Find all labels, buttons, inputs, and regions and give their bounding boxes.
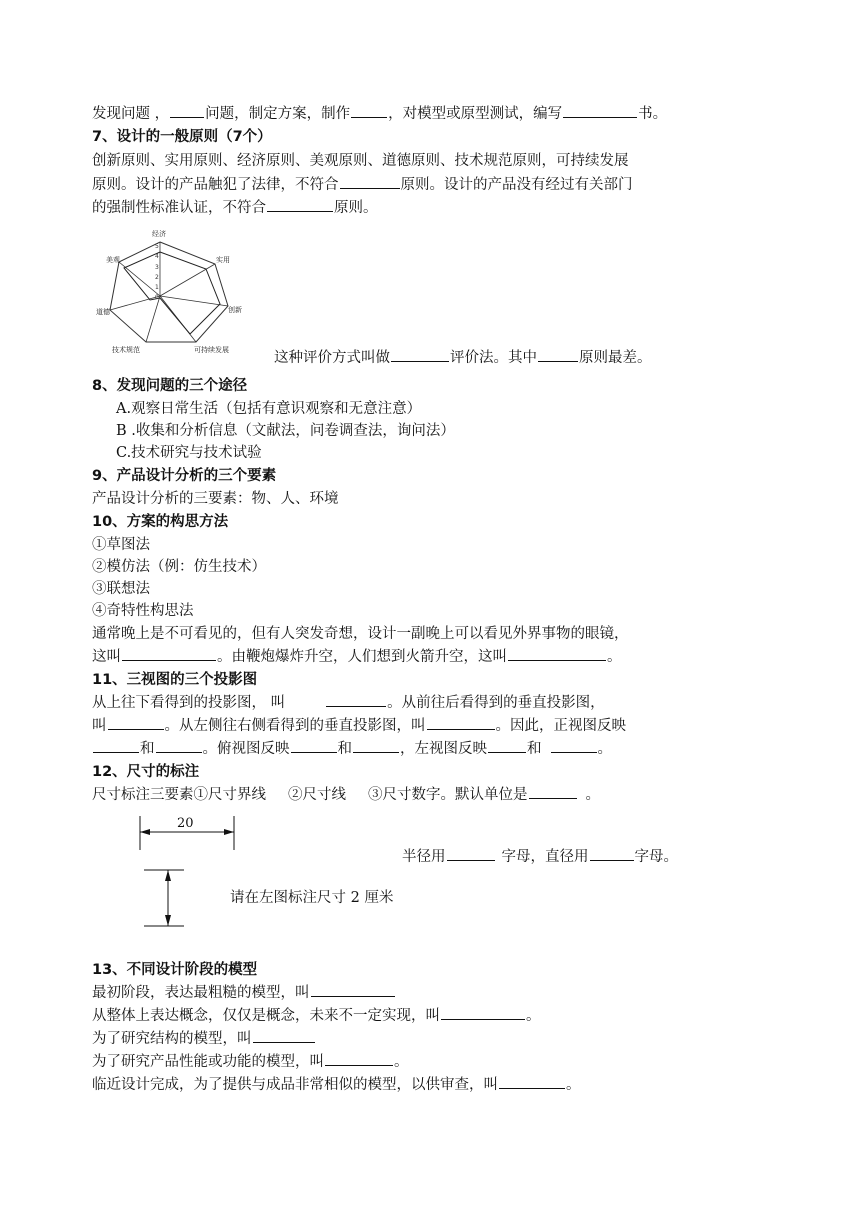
radar-spoke	[146, 296, 160, 342]
dimension-number: 20	[177, 816, 194, 831]
radar-evaluation-chart	[94, 224, 244, 358]
section-12-heading: 12、尺寸的标注	[92, 764, 200, 780]
tick-label: 2	[155, 274, 159, 281]
model-line-5: 临近设计完成，为了提供与成品非常相似的模型，以供审查，叫 。	[92, 1074, 581, 1096]
tick-label: 0	[155, 294, 159, 301]
radar-axis-label: 美观	[106, 256, 120, 264]
answer-blank[interactable]	[325, 1051, 393, 1066]
tick-label: 4	[155, 253, 159, 260]
radar-axis-label: 技术规范	[112, 346, 140, 354]
answer-blank[interactable]	[170, 103, 204, 118]
radar-score-polygon	[124, 252, 220, 334]
method-example-line-1: 通常晚上是不可看见的，但有人突发奇想，设计一副晚上可以看见外界事物的眼镜，	[92, 626, 629, 642]
answer-blank[interactable]	[351, 103, 387, 118]
radar-spoke	[110, 296, 160, 310]
answer-blank[interactable]	[253, 1028, 315, 1043]
section-8-heading: 8、发现问题的三个途径	[92, 378, 248, 394]
tick-label: 1	[155, 284, 159, 291]
dimension-exercise-drawing	[142, 866, 186, 930]
answer-blank[interactable]	[122, 646, 216, 661]
answer-blank[interactable]	[529, 784, 577, 799]
answer-blank[interactable]	[427, 715, 495, 730]
section-10-heading: 10、方案的构思方法	[92, 514, 229, 530]
answer-blank[interactable]	[590, 846, 634, 861]
answer-blank[interactable]	[488, 738, 526, 753]
analysis-elements: 产品设计分析的三要素：物、人、环境	[92, 491, 339, 507]
radar-axis-label: 经济	[152, 230, 166, 238]
arrow-head	[224, 829, 234, 835]
answer-blank[interactable]	[108, 715, 164, 730]
route-b: B .收集和分析信息（文献法，问卷调查法，询问法）	[116, 423, 455, 439]
radius-diameter-line: 半径用 字母，直径用 字母。	[402, 846, 678, 868]
evaluation-line: 这种评价方式叫做 评价法。其中 原则最差。	[274, 347, 652, 369]
views-line-1: 从上往下看得到的投影图， 叫 。从前往后看得到的垂直投影图，	[92, 692, 605, 714]
dimension-example-20	[136, 812, 246, 852]
radar-axis-label: 可持续发展	[194, 346, 229, 354]
radar-axis-label: 创新	[228, 306, 242, 314]
answer-blank[interactable]	[156, 738, 202, 753]
method-3: ③联想法	[92, 581, 150, 597]
views-line-2: 叫 。从左侧往右侧看得到的垂直投影图，叫 。因此，正视图反映	[92, 715, 626, 737]
dimension-elements-line: 尺寸标注三要素①尺寸界线 ②尺寸线 ③尺寸数字。默认单位是 。	[92, 784, 600, 806]
answer-blank[interactable]	[311, 982, 395, 997]
principles-line-2: 原则。设计的产品触犯了法律，不符合 原则。设计的产品没有经过有关部门	[92, 174, 633, 196]
model-line-2: 从整体上表达概念，仅仅是概念，未来不一定实现，叫 。	[92, 1005, 541, 1027]
radar-spoke	[160, 264, 215, 296]
dimension-instruction: 请在左图标注尺寸 2 厘米	[230, 890, 394, 906]
answer-blank[interactable]	[353, 738, 399, 753]
answer-blank[interactable]	[538, 347, 578, 362]
views-line-3: 和 。俯视图反映 和 ，左视图反映 和 。	[92, 738, 612, 760]
answer-blank[interactable]	[291, 738, 337, 753]
section-11-heading: 11、三视图的三个投影图	[92, 672, 258, 688]
principles-line-1: 创新原则、实用原则、经济原则、美观原则、道德原则、技术规范原则，可持续发展	[92, 153, 629, 169]
tick-label: 5	[155, 243, 159, 250]
answer-blank[interactable]	[447, 846, 495, 861]
radar-outline	[110, 242, 228, 342]
answer-blank[interactable]	[267, 197, 333, 212]
section-7-heading: 7、设计的一般原则（7个）	[92, 129, 272, 145]
design-process-line: 发现问题 ， 问题，制定方案，制作 ，对模型或原型测试，编写 书。	[92, 103, 667, 125]
arrow-head	[140, 829, 150, 835]
model-line-1: 最初阶段，表达最粗糙的模型，叫	[92, 982, 396, 1004]
answer-blank[interactable]	[499, 1074, 565, 1089]
section-9-heading: 9、产品设计分析的三个要素	[92, 468, 277, 484]
arrow-head	[165, 915, 171, 926]
answer-blank[interactable]	[563, 103, 637, 118]
section-13-heading: 13、不同设计阶段的模型	[92, 962, 258, 978]
answer-blank[interactable]	[508, 646, 606, 661]
method-2: ②模仿法（例：仿生技术）	[92, 559, 266, 575]
method-example-line-2: 这叫 。由鞭炮爆炸升空，人们想到火箭升空，这叫 。	[92, 646, 622, 668]
radar-axis-label: 实用	[216, 256, 230, 264]
route-c: C.技术研究与技术试验	[116, 445, 262, 461]
method-4: ④奇特性构思法	[92, 603, 194, 619]
model-line-3: 为了研究结构的模型，叫	[92, 1028, 316, 1050]
answer-blank[interactable]	[441, 1005, 525, 1020]
answer-blank[interactable]	[340, 174, 400, 189]
answer-blank[interactable]	[551, 738, 597, 753]
answer-blank[interactable]	[391, 347, 449, 362]
model-line-4: 为了研究产品性能或功能的模型，叫 。	[92, 1051, 409, 1073]
principles-line-3: 的强制性标准认证，不符合 原则。	[92, 197, 378, 219]
tick-label: 3	[155, 264, 159, 271]
route-a: A.观察日常生活（包括有意识观察和无意注意）	[116, 401, 422, 417]
method-1: ①草图法	[92, 537, 150, 553]
arrow-head	[165, 870, 171, 881]
radar-axis-label: 道德	[96, 308, 110, 316]
answer-blank[interactable]	[93, 738, 139, 753]
answer-blank[interactable]	[326, 692, 386, 707]
